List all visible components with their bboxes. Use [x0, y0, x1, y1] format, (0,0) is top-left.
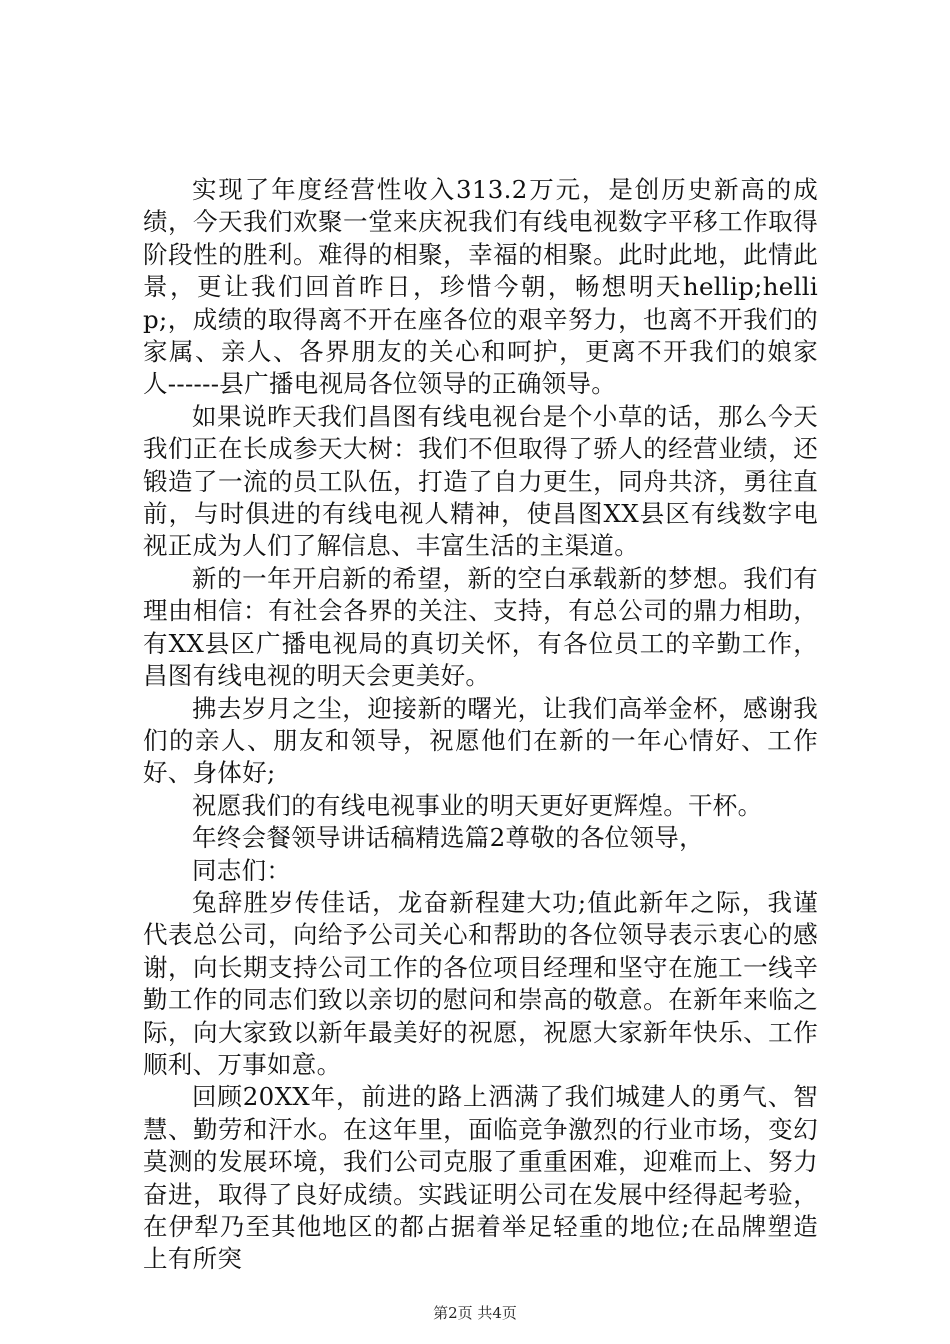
- paragraph-3: 新的一年开启新的希望，新的空白承载新的梦想。我们有理由相信：有社会各界的关注、支持，有总公司的鼎力相助，有XX县区广播电视局的真切关怀，有各位员工的辛勤工作，昌图有线电视的明天会更美好。: [143, 563, 818, 691]
- paragraph-1: 实现了年度经营性收入313.2万元，是创历史新高的成绩，今天我们欢聚一堂来庆祝我们有线电视数字平移工作取得阶段性的胜利。难得的相聚，幸福的相聚。此时此地，此情此景，更让我们回首昨日，珍惜今朝，畅想明天hellip;hellip;，成绩的取得离不开在座各位的艰辛努力，也离不开我们的家属、亲人、各界朋友的关心和呵护，更离不开我们的娘家人------县广播电视局各位领导的正确领导。: [143, 175, 818, 399]
- paragraph-8: 兔辞胜岁传佳话，龙奋新程建大功;值此新年之际，我谨代表总公司，向给予公司关心和帮助的各位领导表示衷心的感谢，向长期支持公司工作的各位项目经理和坚守在施工一线辛勤工作的同志们致以亲切的慰问和崇高的敬意。在新年来临之际，向大家致以新年最美好的祝愿，祝愿大家新年快乐、工作顺利、万事如意。: [143, 887, 818, 1079]
- page-number-footer: 第2页 共4页: [433, 1304, 517, 1322]
- paragraph-5: 祝愿我们的有线电视事业的明天更好更辉煌。干杯。: [192, 790, 763, 820]
- paragraph-6: 年终会餐领导讲话稿精选篇2尊敬的各位领导，: [192, 823, 704, 853]
- paragraph-2: 如果说昨天我们昌图有线电视台是个小草的话，那么今天我们正在长成参天大树：我们不但取得了骄人的经营业绩，还锻造了一流的员工队伍，打造了自力更生，同舟共济，勇往直前，与时俱进的有线电视人精神，使昌图XX县区有线数字电视正成为人们了解信息、丰富生活的主渠道。: [143, 401, 818, 561]
- paragraph-9: 回顾20XX年，前进的路上洒满了我们城建人的勇气、智慧、勤劳和汗水。在这年里，面临竞争激烈的行业市场，变幻莫测的发展环境，我们公司克服了重重困难，迎难而上、努力奋进，取得了良好成绩。实践证明公司在发展中经得起考验，在伊犁乃至其他地区的都占据着举足轻重的地位;在品牌塑造上有所突: [143, 1082, 818, 1274]
- paragraph-7: 同志们：: [192, 855, 292, 885]
- document-body: [143, 174, 818, 1276]
- paragraph-4: 拂去岁月之尘，迎接新的曙光，让我们高举金杯，感谢我们的亲人、朋友和领导，祝愿他们在新的一年心情好、工作好、身体好;: [143, 693, 818, 788]
